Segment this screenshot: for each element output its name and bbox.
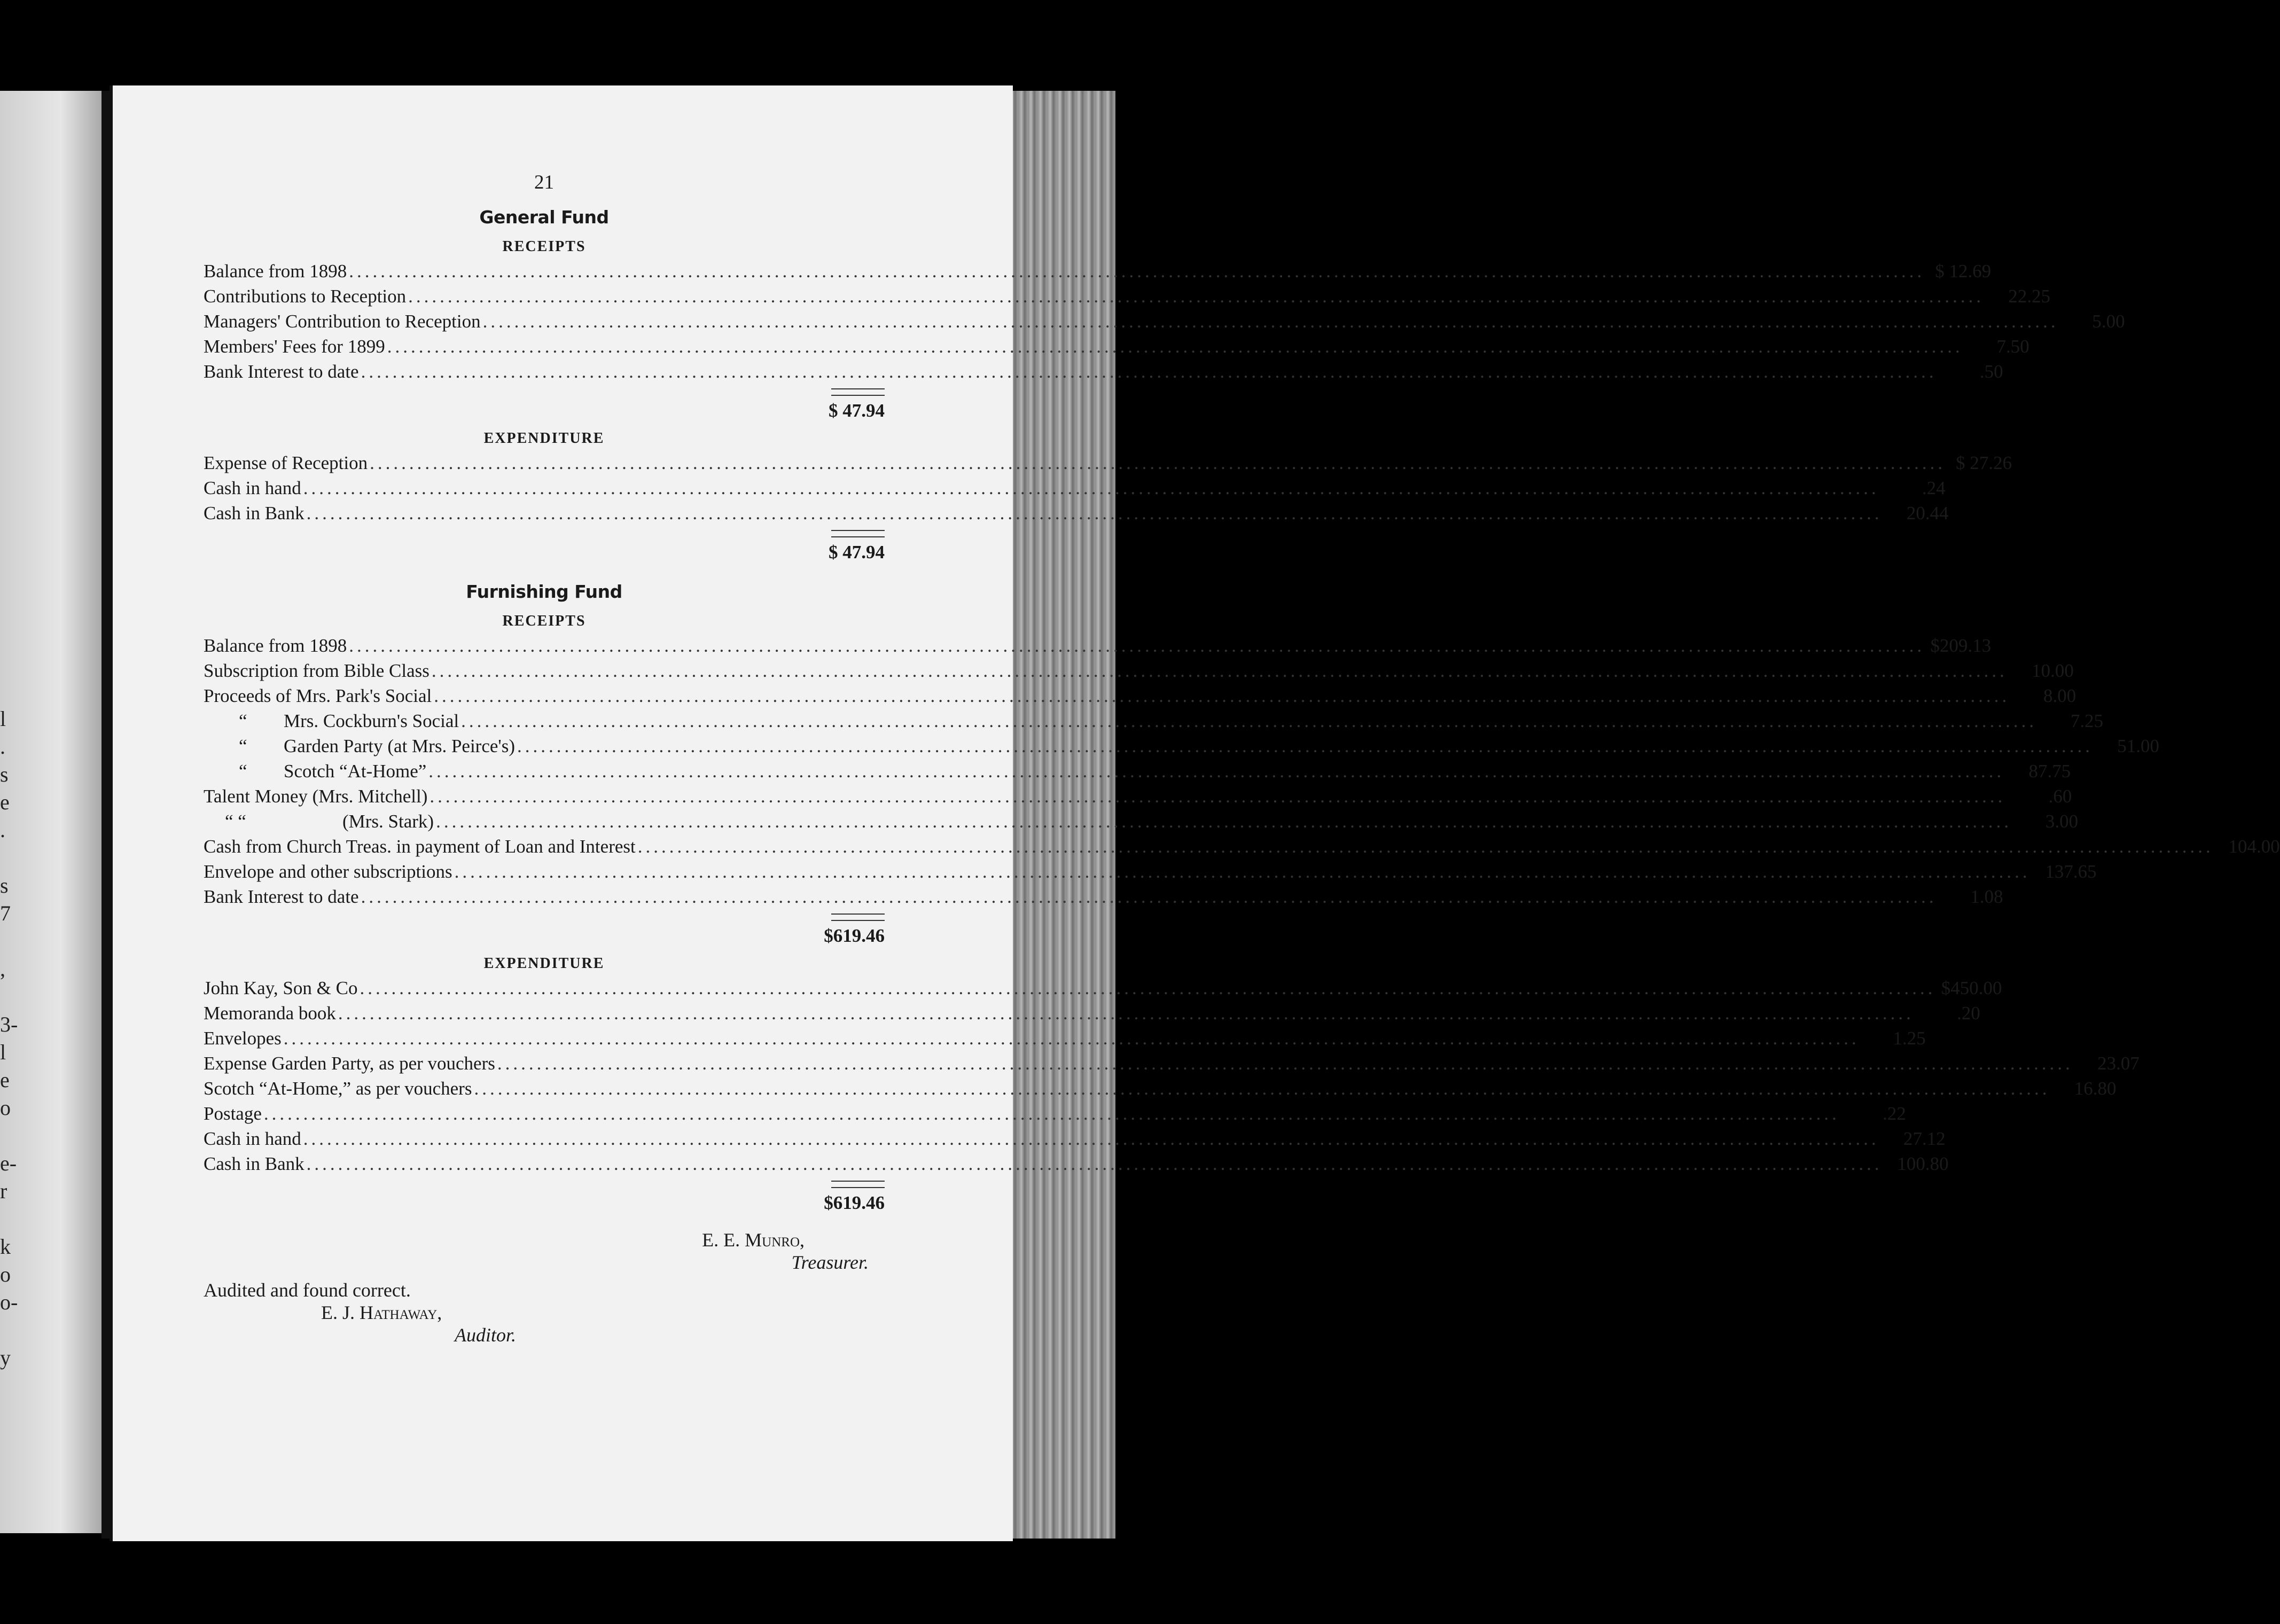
- margin-char: [0, 983, 16, 1011]
- ledger-label: [204, 311, 481, 332]
- ledger-label-text: Cash in hand: [204, 478, 301, 498]
- leader-dots: ........................................................................................................................................................................................................: [361, 886, 1937, 907]
- ledger-line: [204, 736, 2159, 761]
- ledger-amount: 87.75: [2028, 761, 2071, 782]
- ledger-label: [204, 1153, 304, 1175]
- leader-dots: ........................................................................................................................................................................................................: [428, 761, 2005, 782]
- ledger-line: [204, 761, 2071, 786]
- ledger-label: [204, 660, 430, 682]
- ledger-label-text: Expense Garden Party, as per vouchers: [204, 1053, 495, 1074]
- margin-char: .: [0, 735, 5, 759]
- ledger-amount: 1.08: [1970, 886, 2003, 907]
- ledger-label-text: Contributions to Reception: [204, 286, 407, 307]
- ledger-label-text: Envelopes: [204, 1028, 282, 1049]
- ledger-label: [204, 286, 406, 307]
- margin-char: 3-: [0, 1012, 18, 1036]
- leader-dots: ........................................................................................................................................................................................................: [306, 503, 1883, 524]
- ledger-label: [204, 1078, 472, 1099]
- margin-char: l: [0, 1040, 6, 1064]
- ledger-label-text: Scotch “At-Home”: [284, 761, 427, 782]
- furnishing-receipts-list: [204, 635, 2280, 911]
- furnishing-expenditure-heading: EXPENDITURE: [483, 955, 605, 972]
- leader-dots: ........................................................................................................................................................................................................: [283, 1028, 1860, 1049]
- ledger-amount: 20.44: [1906, 503, 1949, 524]
- leader-dots: ........................................................................................................................................................................................................: [497, 1053, 2073, 1074]
- general-receipts-heading: RECEIPTS: [502, 238, 586, 255]
- ledger-line: [204, 660, 2074, 685]
- margin-char: e-: [0, 1151, 17, 1175]
- ledger-label: [204, 1103, 262, 1125]
- ledger-label-text: Subscription from Bible Class: [204, 660, 430, 681]
- ledger-label-text: Expense of Reception: [204, 452, 368, 473]
- furnishing-receipts-heading: RECEIPTS: [502, 613, 586, 629]
- ledger-label-text: Balance from 1898: [204, 261, 347, 282]
- ledger-line: [204, 336, 2029, 361]
- margin-char: e: [0, 1068, 10, 1092]
- audit-statement: Audited and found correct.: [204, 1279, 411, 1301]
- ledger-amount: 27.12: [1903, 1128, 1946, 1149]
- leader-dots: ........................................................................................................................................................................................................: [430, 786, 2006, 807]
- ditto-mark: “: [239, 761, 247, 782]
- ledger-line: [204, 836, 2280, 861]
- leader-dots: ........................................................................................................................................................................................................: [454, 861, 2031, 882]
- ledger-label: [204, 336, 385, 357]
- ledger-label-text: John Kay, Son & Co: [204, 978, 358, 998]
- general-expenditure-list: [204, 452, 2012, 528]
- ledger-amount: .22: [1883, 1103, 1906, 1124]
- ledger-line: [204, 1153, 1949, 1178]
- ledger-label-text: Cash from Church Treas. in payment of Loan and Interest: [204, 836, 636, 857]
- ledger-line: [204, 311, 2125, 336]
- ledger-label: [204, 886, 359, 908]
- ledger-amount: .24: [1922, 478, 1946, 498]
- ledger-label-text: (Mrs. Stark): [342, 811, 434, 832]
- ledger-amount: $209.13: [1930, 635, 1992, 656]
- leader-dots: ........................................................................................................................................................................................................: [303, 478, 1879, 498]
- margin-char: y: [0, 1346, 11, 1370]
- margin-char: [0, 1316, 16, 1344]
- furnishing-fund-title: Furnishing Fund: [466, 581, 622, 602]
- total-rule: [831, 1181, 885, 1188]
- ledger-label: [204, 685, 432, 707]
- ledger-label-text: Talent Money (Mrs. Mitchell): [204, 786, 428, 807]
- ledger-label: [204, 261, 347, 282]
- margin-char: 7: [0, 901, 11, 925]
- general-expenditure-heading: EXPENDITURE: [483, 430, 605, 447]
- ledger-line: [204, 478, 1946, 503]
- facing-page-margin-text: [0, 705, 16, 1372]
- leader-dots: ........................................................................................................................................................................................................: [431, 660, 2008, 681]
- margin-char: [0, 1205, 16, 1233]
- ledger-label: [204, 1003, 336, 1024]
- ledger-amount: $ 12.69: [1935, 261, 1992, 282]
- leader-dots: ........................................................................................................................................................................................................: [263, 1103, 1840, 1124]
- ledger-label-text: Balance from 1898: [204, 635, 347, 656]
- ledger-amount: 8.00: [2043, 685, 2076, 706]
- leader-dots: ........................................................................................................................................................................................................: [434, 685, 2010, 706]
- margin-char: r: [0, 1179, 7, 1203]
- ledger-amount: 100.80: [1897, 1153, 1949, 1174]
- ledger-amount: 10.00: [2032, 660, 2074, 681]
- leader-dots: ........................................................................................................................................................................................................: [349, 635, 1925, 656]
- ledger-label-text: Memoranda book: [204, 1003, 336, 1024]
- ledger-label-text: Bank Interest to date: [204, 886, 359, 907]
- total-rule: [831, 914, 885, 921]
- ledger-label: [204, 635, 347, 657]
- ledger-label: [204, 761, 426, 782]
- treasurer-name: E. E. Munro,: [702, 1229, 805, 1251]
- ledger-amount: .20: [1957, 1003, 1980, 1024]
- ledger-line: [204, 886, 2003, 911]
- facing-page: [0, 91, 101, 1533]
- ledger-label: [204, 710, 459, 732]
- leader-dots: ........................................................................................................................................................................................................: [517, 736, 2093, 756]
- furnishing-expenditure-list: [204, 978, 2140, 1178]
- leader-dots: ........................................................................................................................................................................................................: [306, 1153, 1883, 1174]
- margin-char: o: [0, 1096, 11, 1120]
- margin-char: e: [0, 790, 10, 814]
- page-content: [204, 171, 2280, 1346]
- ledger-label-text: Bank Interest to date: [204, 361, 359, 382]
- ledger-amount: 16.80: [2074, 1078, 2117, 1099]
- ledger-label-text: Garden Party (at Mrs. Peirce's): [284, 736, 515, 756]
- ledger-label-text: Members' Fees for 1899: [204, 336, 385, 357]
- general-fund-title: General Fund: [479, 207, 609, 228]
- ledger-line: [204, 361, 2003, 386]
- ledger-amount: .60: [2048, 786, 2072, 807]
- margin-char: [0, 1122, 16, 1150]
- leader-dots: ........................................................................................................................................................................................................: [361, 361, 1937, 382]
- ledger-amount: $ 27.26: [1956, 452, 2012, 473]
- ledger-label-text: Mrs. Cockburn's Social: [284, 710, 459, 731]
- ledger-label: [204, 736, 515, 757]
- ledger-label: [204, 1128, 301, 1150]
- leader-dots: ........................................................................................................................................................................................................: [387, 336, 1963, 357]
- ledger-label-text: Cash in hand: [204, 1128, 301, 1149]
- ledger-line: [204, 811, 2079, 836]
- leader-dots: ........................................................................................................................................................................................................: [303, 1128, 1879, 1149]
- ledger-amount: .50: [1979, 361, 2003, 382]
- margin-char: [0, 927, 16, 955]
- leader-dots: ........................................................................................................................................................................................................: [461, 710, 2037, 731]
- ditto-mark: “: [239, 736, 247, 756]
- furnishing-expenditure-total: $619.46: [824, 1192, 885, 1213]
- ledger-line: [204, 786, 2072, 811]
- ledger-line: [204, 503, 1949, 528]
- ledger-line: [204, 1028, 1926, 1053]
- ledger-label-text: Managers' Contribution to Reception: [204, 311, 481, 332]
- auditor-title: Auditor.: [455, 1324, 517, 1346]
- leader-dots: ........................................................................................................................................................................................................: [408, 286, 1985, 307]
- margin-char: o: [0, 1262, 11, 1286]
- treasurer-signature: [204, 1229, 885, 1274]
- margin-char: [0, 844, 16, 872]
- leader-dots: ........................................................................................................................................................................................................: [482, 311, 2059, 332]
- ledger-line: [204, 261, 1992, 286]
- total-rule: [831, 530, 885, 537]
- ledger-label: [204, 861, 452, 883]
- ledger-line: [204, 1078, 2117, 1103]
- margin-char: o-: [0, 1290, 18, 1314]
- ledger-amount: 1.25: [1893, 1028, 1926, 1049]
- ditto-mark: “: [239, 710, 247, 731]
- ledger-amount: 51.00: [2117, 736, 2159, 756]
- furnishing-receipts-total: $619.46: [824, 925, 885, 946]
- leader-dots: ........................................................................................................................................................................................................: [338, 1003, 1914, 1024]
- ledger-amount: $450.00: [1941, 978, 2002, 998]
- ledger-amount: 5.00: [2092, 311, 2125, 332]
- ledger-line: [204, 1003, 1980, 1028]
- ledger-label: [204, 978, 357, 999]
- page-number: 21: [534, 171, 554, 193]
- ledger-label: [204, 1028, 282, 1049]
- ledger-line: [204, 978, 2002, 1003]
- ledger-label-text: Postage: [204, 1103, 262, 1124]
- margin-char: .: [0, 818, 5, 842]
- ledger-amount: 137.65: [2045, 861, 2097, 882]
- margin-char: s: [0, 873, 9, 897]
- general-receipts-total: $ 47.94: [829, 400, 885, 421]
- leader-dots: ........................................................................................................................................................................................................: [637, 836, 2214, 857]
- document-page: [110, 85, 2280, 1541]
- leader-dots: ........................................................................................................................................................................................................: [436, 811, 2012, 832]
- general-expenditure-total: $ 47.94: [829, 542, 885, 563]
- leader-dots: ........................................................................................................................................................................................................: [349, 261, 1925, 282]
- ledger-line: [204, 1128, 1946, 1153]
- ledger-amount: 104.00: [2228, 836, 2280, 857]
- ledger-amount: 7.25: [2070, 710, 2104, 731]
- ditto-mark: “ “: [225, 811, 246, 832]
- margin-char: k: [0, 1235, 11, 1259]
- treasurer-title: Treasurer.: [791, 1252, 869, 1273]
- total-rule: [831, 388, 885, 396]
- ledger-line: [204, 452, 2012, 478]
- leader-dots: ........................................................................................................................................................................................................: [360, 978, 1936, 998]
- ledger-line: [204, 1103, 1906, 1128]
- ledger-amount: 7.50: [1996, 336, 2029, 357]
- ledger-label: [204, 452, 368, 474]
- ledger-amount: 3.00: [2045, 811, 2079, 832]
- ledger-label-text: Envelope and other subscriptions: [204, 861, 452, 882]
- ledger-label: [204, 836, 636, 857]
- margin-char: l: [0, 707, 6, 731]
- margin-char: s: [0, 762, 9, 786]
- ledger-label: [204, 361, 359, 382]
- ledger-line: [204, 685, 2076, 710]
- leader-dots: ........................................................................................................................................................................................................: [474, 1078, 2050, 1099]
- ledger-label: [204, 786, 427, 807]
- margin-char: ,: [0, 957, 5, 981]
- ledger-label: [204, 811, 434, 832]
- ledger-line: [204, 286, 2051, 311]
- general-receipts-list: [204, 261, 2125, 386]
- ledger-label: [204, 478, 301, 499]
- auditor-name: E. J. Hathaway,: [321, 1302, 442, 1323]
- ledger-line: [204, 1053, 2140, 1078]
- ledger-label-text: Proceeds of Mrs. Park's Social: [204, 685, 432, 706]
- ledger-line: [204, 710, 2104, 736]
- ledger-label: [204, 1053, 495, 1074]
- ledger-amount: 23.07: [2097, 1053, 2140, 1074]
- ledger-label-text: Scotch “At-Home,” as per vouchers: [204, 1078, 472, 1099]
- ledger-label: [204, 503, 304, 524]
- ledger-amount: 22.25: [2008, 286, 2051, 307]
- ledger-label-text: Cash in Bank: [204, 1153, 304, 1174]
- ledger-line: [204, 635, 1992, 660]
- leader-dots: ........................................................................................................................................................................................................: [370, 452, 1946, 473]
- ledger-line: [204, 861, 2097, 886]
- ledger-label-text: Cash in Bank: [204, 503, 304, 524]
